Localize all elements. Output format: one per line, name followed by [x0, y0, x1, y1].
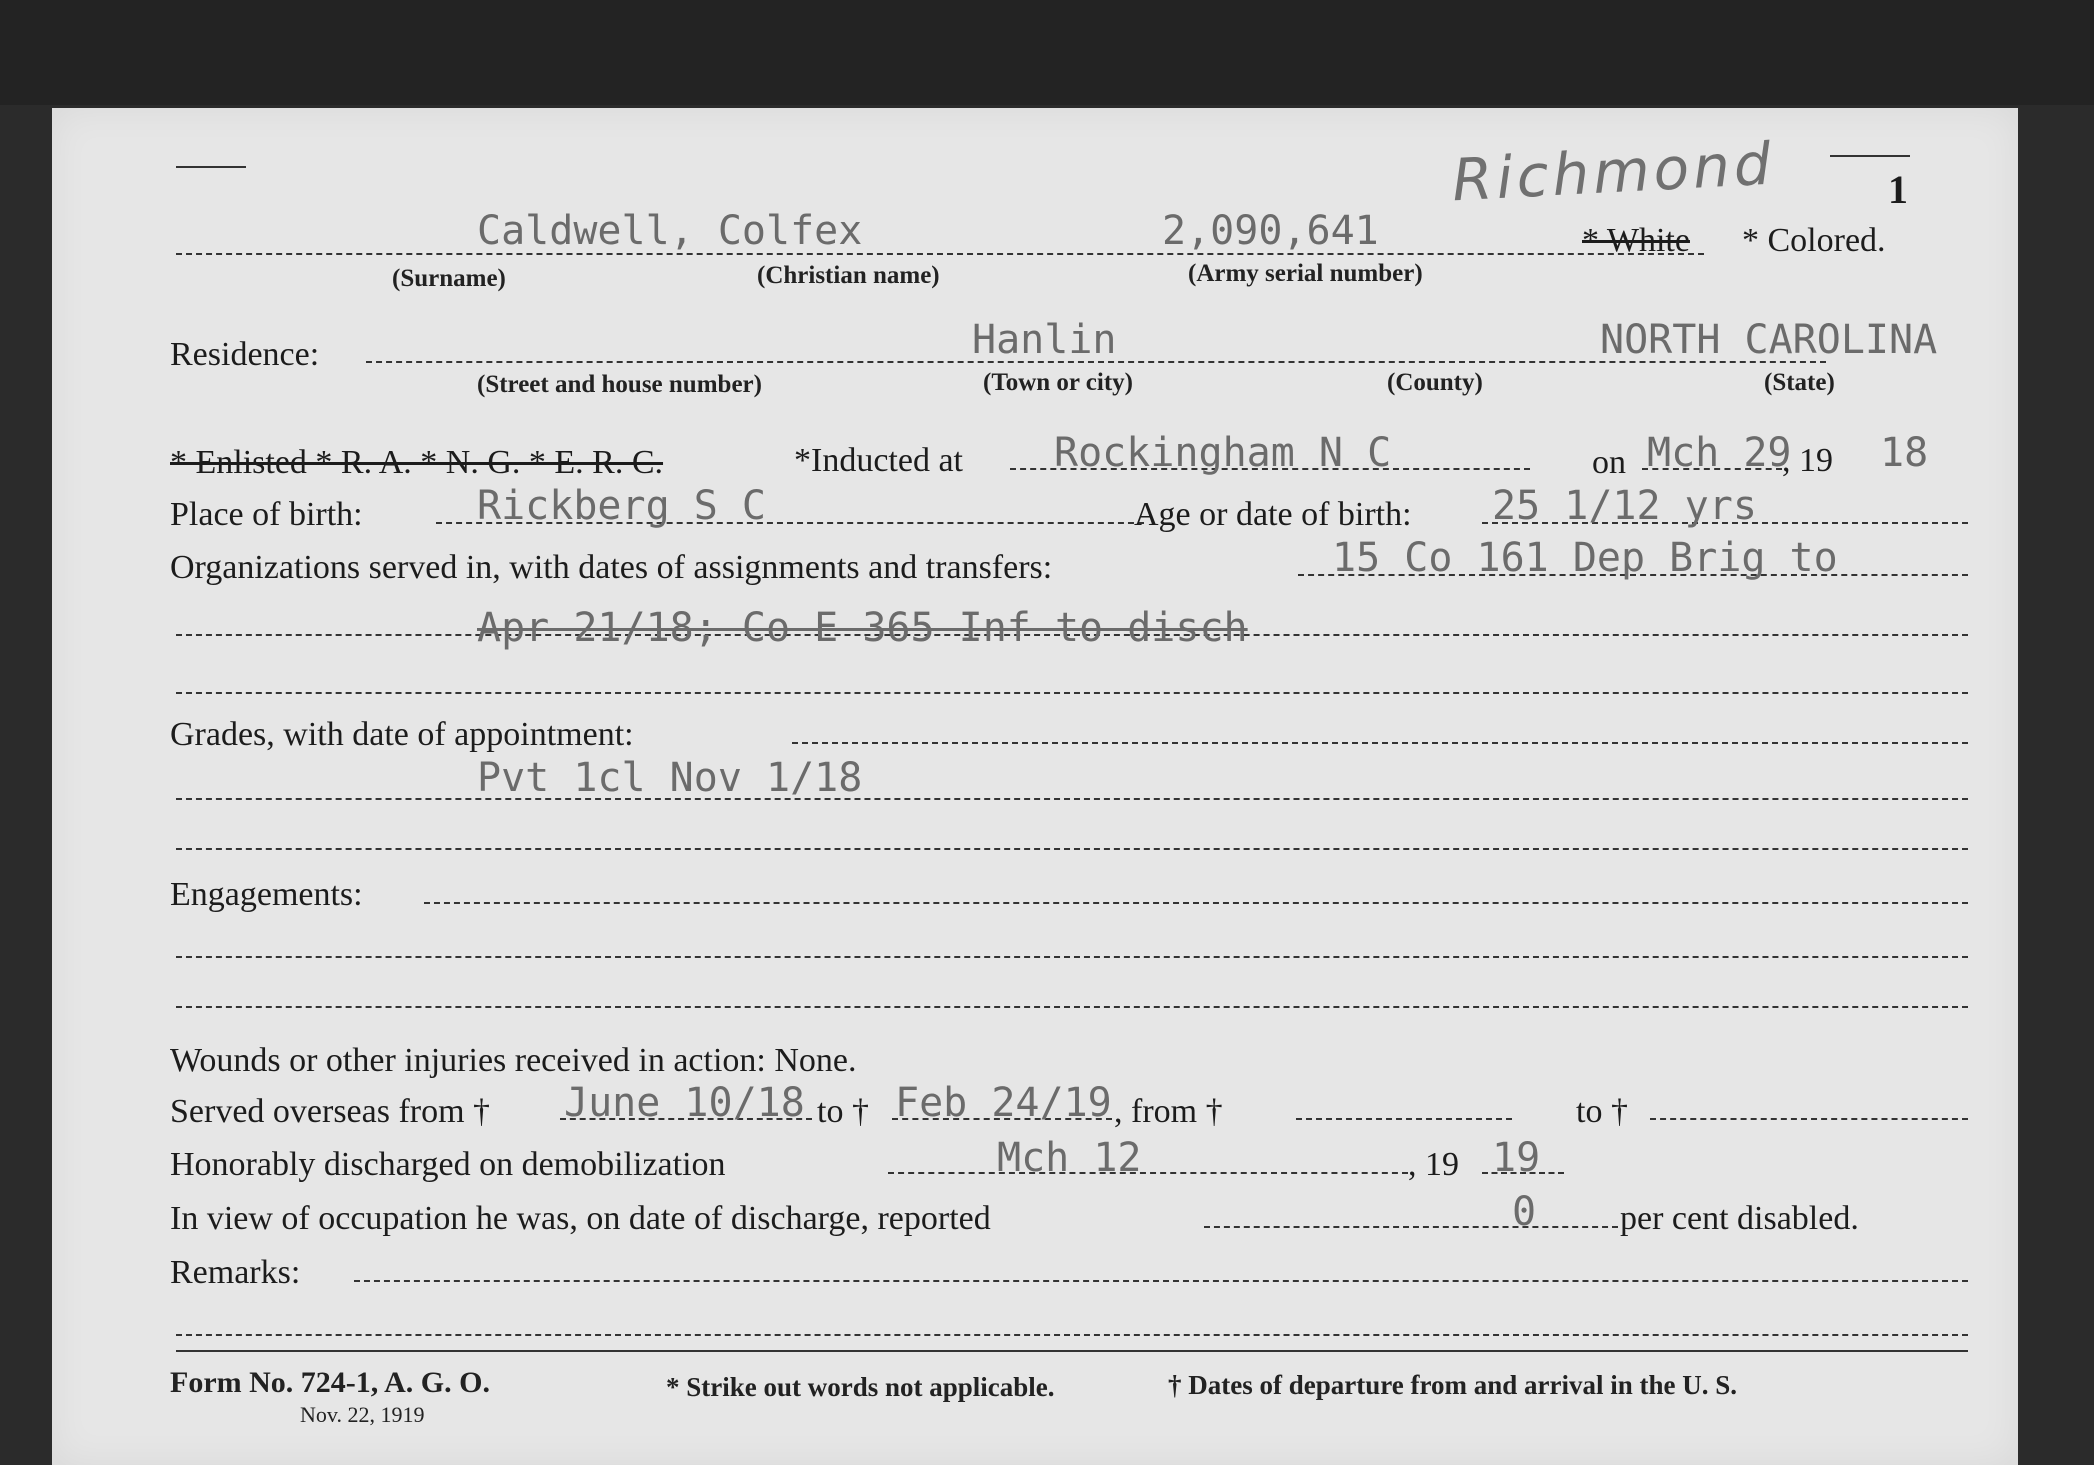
card-number: 1: [1888, 167, 1908, 212]
wounds-label: Wounds or other injuries received in action: None.: [170, 1042, 857, 1079]
engagements-line-2: [176, 956, 1968, 958]
birthplace-value: Rickberg S C: [477, 483, 766, 529]
inducted-date-value: Mch 29: [1647, 430, 1792, 476]
scan-background: [0, 0, 2094, 105]
enlisted-options: * Enlisted * R. A. * N. G. * E. R. C.: [170, 444, 664, 481]
on-label: on: [1592, 444, 1626, 481]
inducted-year-value: 18: [1880, 430, 1929, 476]
organizations-value-2: Apr 21/18; Co E 365 Inf to disch: [477, 605, 1248, 651]
name-value: Caldwell, Colfex: [477, 208, 863, 254]
overseas-to-value: Feb 24/19: [895, 1080, 1112, 1126]
engagements-line-3: [176, 1006, 1968, 1008]
christian-name-caption: (Christian name): [757, 262, 940, 289]
town-caption: (Town or city): [983, 369, 1133, 396]
disabled-line: [1204, 1226, 1618, 1228]
service-record-card: [52, 108, 2018, 1465]
overseas-from-value: June 10/18: [564, 1080, 805, 1126]
to-label-2: to †: [1576, 1093, 1628, 1130]
discharged-date-line: [888, 1172, 1408, 1174]
form-number: Form No. 724-1, A. G. O.: [170, 1366, 490, 1399]
race-colored: * Colored.: [1742, 222, 1886, 259]
serial-caption: (Army serial number): [1188, 260, 1423, 287]
grades-line-3: [176, 848, 1968, 850]
remarks-label: Remarks:: [170, 1254, 301, 1291]
to-label: to †: [817, 1093, 869, 1130]
age-label: Age or date of birth:: [1134, 496, 1412, 533]
grades-line-2: [176, 798, 1968, 800]
top-right-rule: [1830, 155, 1910, 157]
organizations-line-3: [176, 692, 1968, 694]
street-caption: (Street and house number): [477, 371, 762, 398]
discharged-date-value: Mch 12: [997, 1135, 1142, 1181]
footer-rule: [176, 1350, 1968, 1352]
name-line: [176, 253, 1704, 255]
inducted-year-prefix: , 19: [1782, 442, 1833, 479]
discharged-year-value: 19: [1492, 1135, 1541, 1181]
remarks-line-2: [176, 1334, 1968, 1336]
inducted-value: Rockingham N C: [1054, 430, 1392, 476]
serial-value: 2,090,641: [1162, 208, 1379, 254]
discharged-label: Honorably discharged on demobilization: [170, 1146, 726, 1183]
organizations-label: Organizations served in, with dates of assignments and transfers:: [170, 549, 1053, 586]
grades-line-1: [792, 742, 1968, 744]
organizations-value-1: 15 Co 161 Dep Brig to: [1332, 535, 1838, 581]
form-date: Nov. 22, 1919: [300, 1402, 425, 1427]
grades-value: Pvt 1cl Nov 1/18: [477, 755, 863, 801]
handwritten-annotation: Richmond: [1450, 129, 1777, 215]
dates-note: † Dates of departure from and arrival in the U. S.: [1168, 1370, 1737, 1400]
birthplace-label: Place of birth:: [170, 496, 363, 533]
inducted-label: *Inducted at: [794, 442, 963, 479]
from-blank-line: [1296, 1118, 1512, 1120]
race-white: * White: [1582, 222, 1690, 259]
discharged-year-prefix: , 19: [1408, 1146, 1459, 1183]
county-caption: (County): [1387, 369, 1483, 396]
engagements-line-1: [424, 902, 1968, 904]
town-value: Hanlin: [972, 317, 1117, 363]
surname-caption: (Surname): [392, 265, 506, 292]
remarks-line-1: [354, 1280, 1968, 1282]
state-value: NORTH CAROLINA: [1600, 317, 1938, 363]
age-value: 25 1/12 yrs: [1492, 483, 1757, 529]
disabled-label: In view of occupation he was, on date of discharge, reported: [170, 1200, 991, 1237]
from-label: , from †: [1114, 1093, 1223, 1130]
disabled-suffix: per cent disabled.: [1620, 1200, 1859, 1237]
overseas-label: Served overseas from †: [170, 1093, 491, 1130]
grades-label: Grades, with date of appointment:: [170, 716, 634, 753]
to-blank-line: [1650, 1118, 1968, 1120]
disabled-value: 0: [1512, 1189, 1537, 1235]
strike-out-note: * Strike out words not applicable.: [666, 1372, 1055, 1402]
state-caption: (State): [1764, 369, 1835, 396]
residence-label: Residence:: [170, 336, 320, 373]
engagements-label: Engagements:: [170, 876, 363, 913]
top-left-rule: [176, 166, 246, 168]
